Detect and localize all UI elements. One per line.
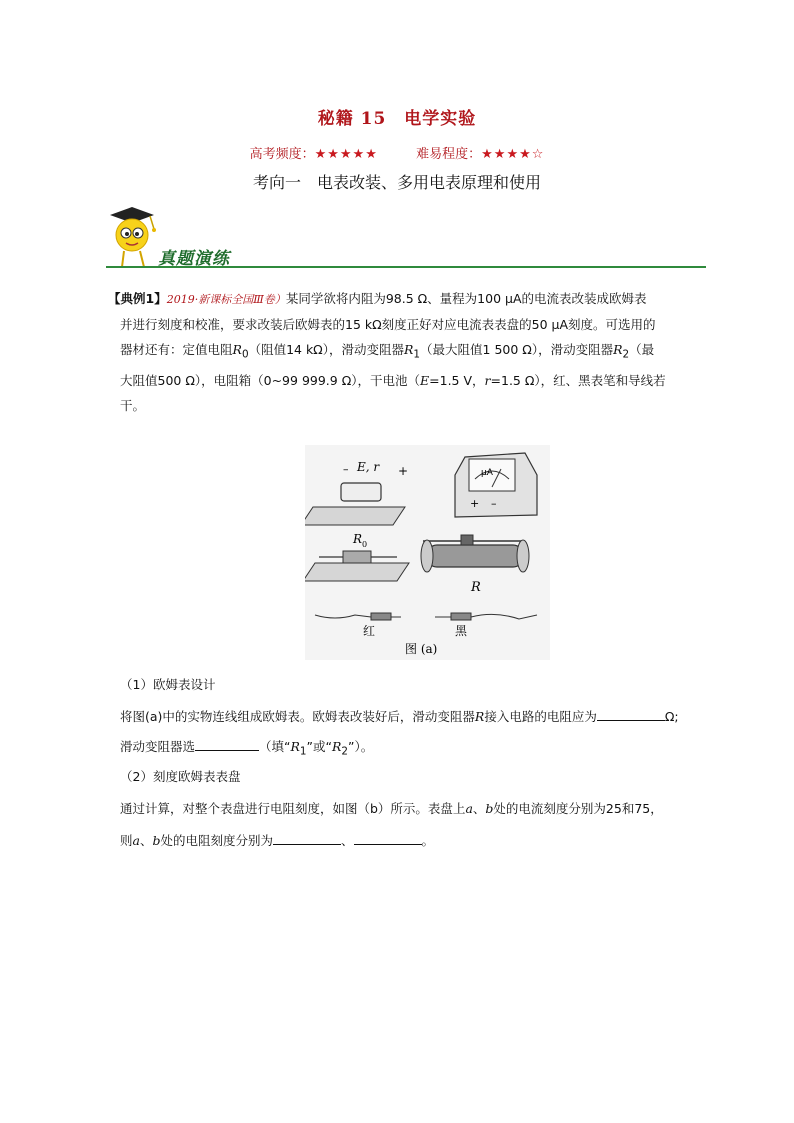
difficulty-label: 难易程度： <box>416 147 482 162</box>
answer-blank[interactable] <box>195 736 259 751</box>
black-lead-icon <box>451 613 471 620</box>
example-paragraph <box>108 286 718 418</box>
answer-blank[interactable] <box>273 830 341 845</box>
part1-text: 滑动变阻器选 （填“$R_1$”或“$R_2$”）。 <box>120 736 373 758</box>
svg-text:0: 0 <box>362 540 368 549</box>
example-source: 2019·新课标全国Ⅲ卷） <box>166 293 286 306</box>
black-lead-label: 黑 <box>455 624 468 638</box>
example-text: 并进行刻度和校准，要求改装后欧姆表的15 kΩ刻度正好对应电流表表盘的50 μA刻度。可选用的 <box>120 317 656 332</box>
resistor-board <box>305 563 409 581</box>
battery-board <box>305 507 405 525</box>
part1-text: 将图(a)中的实物连线组成欧姆表。欧姆表改装好后，滑动变阻器R接入电路的电阻应为 Ω; <box>120 706 679 725</box>
example-text: 器材还有：定值电阻$R_0$（阻值14 kΩ），滑动变阻器$R_1$（最大阻值1 500 Ω），滑动变阻器$R_2$（最 <box>120 342 655 361</box>
resistor-icon <box>343 551 371 563</box>
rheostat-label: R <box>471 580 481 595</box>
section-subtitle: 考向一 电表改装、多用电表原理和使用 <box>252 173 541 192</box>
part2-text: 则a、b处的电阻刻度分别为 、 。 <box>120 830 434 849</box>
battery-plus: + <box>398 464 409 478</box>
part1-heading: （1）欧姆表设计 <box>120 677 216 692</box>
answer-blank[interactable] <box>354 830 422 845</box>
red-lead-label: 红 <box>363 624 376 638</box>
frequency-label: 高考频度： <box>249 147 315 162</box>
apparatus-figure <box>305 445 550 660</box>
svg-text:–: – <box>491 497 497 510</box>
rheostat-icon <box>427 545 523 567</box>
red-lead-icon <box>371 613 391 620</box>
ammeter-label: μA <box>481 468 493 478</box>
section-banner: 真题演练 <box>158 249 230 269</box>
battery-minus: – <box>343 463 349 476</box>
rating-row <box>0 143 794 162</box>
battery-icon <box>341 483 381 501</box>
figure-caption: 图 (a) <box>405 642 438 656</box>
page-title: 秘籍 15 电学实验 <box>317 109 477 129</box>
svg-text:+: + <box>470 497 480 510</box>
difficulty-stars: ★★★★☆ <box>481 147 545 162</box>
part2-text: 通过计算，对整个表盘进行电阻刻度，如图（b）所示。表盘上a、b处的电流刻度分别为25和75， <box>120 801 663 816</box>
banner-underline <box>106 266 706 268</box>
example-text: 某同学欲将内阻为98.5 Ω、量程为100 μA的电流表改装成欧姆表 <box>285 291 647 306</box>
answer-blank[interactable] <box>597 706 665 721</box>
example-label: 【典例1】 <box>108 291 167 306</box>
part2-heading: （2）刻度欧姆表表盘 <box>120 769 241 784</box>
frequency-stars: ★★★★★ <box>314 147 378 162</box>
example-text: 干。 <box>120 397 146 413</box>
example-text: 大阻值500 Ω），电阻箱（0~99 999.9 Ω），干电池（E=1.5 V，r=1.5 Ω），红、黑表笔和导线若 <box>120 372 666 388</box>
r0-label: R <box>353 532 363 546</box>
battery-label: E, r <box>357 460 380 474</box>
